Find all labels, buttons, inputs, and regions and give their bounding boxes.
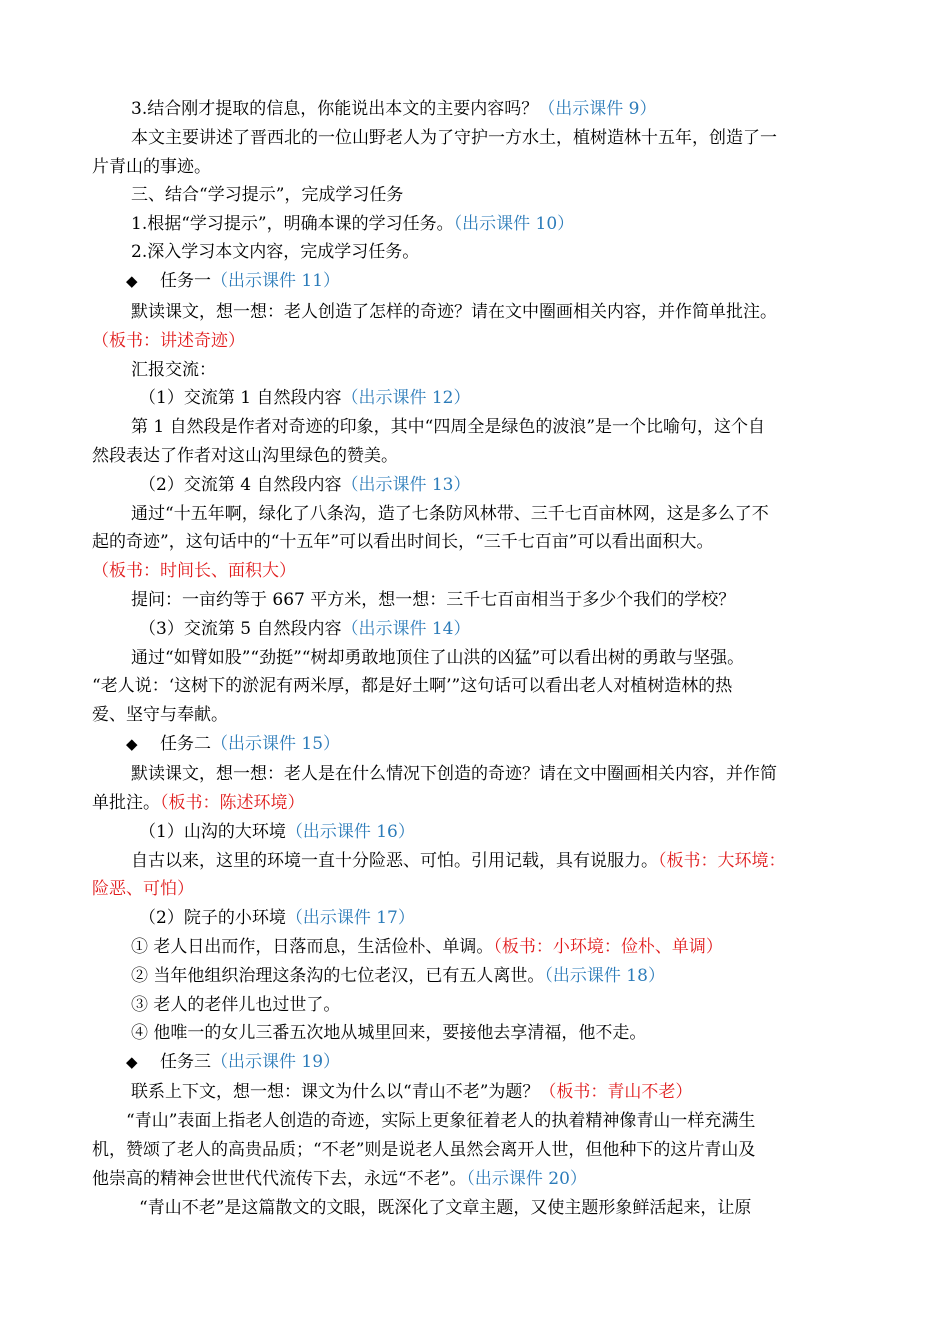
text-line: “老人说：‘这树下的淤泥有两米厚，都是好土啊’”这句话可以看出老人对植树造林的热: [92, 676, 733, 696]
text-line: 爱、坚守与奉献。: [92, 705, 228, 725]
board-note: （板书：时间长、面积大）: [92, 561, 296, 581]
text-line: ① 老人日出而作，日落而息，生活俭朴、单调。（板书：小环境：俭朴、单调）: [131, 937, 723, 957]
text-line: 他崇高的精神会世世代代流传下去，永远“不老”。（出示课件 20）: [92, 1169, 587, 1189]
text-line: 然段表达了作者对这山沟里绿色的赞美。: [92, 446, 398, 466]
text-line: （2）院子的小环境（出示课件 17）: [139, 908, 415, 928]
text-line: ④ 他唯一的女儿三番五次地从城里回来，要接他去享清福，他不走。: [131, 1023, 647, 1043]
text-line: （1）山沟的大环境（出示课件 16）: [139, 822, 415, 842]
text-line: ② 当年他组织治理这条沟的七位老汉，已有五人离世。（出示课件 18）: [131, 966, 665, 986]
task-heading: ◆ 任务二（出示课件 15）: [126, 730, 896, 759]
board-note: （板书：讲述奇迹）: [92, 331, 245, 351]
text-line: （3）交流第 5 自然段内容（出示课件 14）: [139, 619, 471, 639]
board-note: 险恶、可怕）: [92, 879, 194, 899]
task-heading: ◆ 任务三（出示课件 19）: [126, 1048, 896, 1077]
text-line: 提问：一亩约等于 667 平方米，想一想：三千七百亩相当于多少个我们的学校？: [131, 590, 736, 610]
text-line: 第 1 自然段是作者对奇迹的印象，其中“四周全是绿色的波浪”是一个比喻句，这个自: [131, 417, 766, 437]
text-line: 单批注。（板书：陈述环境）: [92, 793, 305, 813]
text-line: 通过“如臂如股”“劲挺”“树却勇敢地顶住了山洪的凶猛”可以看出树的勇敢与坚强。: [131, 648, 745, 668]
text-line: 联系上下文，想一想：课文为什么以“青山不老”为题？（板书：青山不老）: [131, 1082, 693, 1102]
text-line: 3.结合刚才提取的信息，你能说出本文的主要内容吗？（出示课件 9）: [131, 99, 657, 119]
text-line: 起的奇迹”，这句话中的“十五年”可以看出时间长，“三千七百亩”可以看出面积大。: [92, 532, 714, 552]
text-line: “青山”表面上指老人创造的奇迹，实际上更象征着老人的执着精神像青山一样充满生: [126, 1111, 756, 1131]
text-line: （2）交流第 4 自然段内容（出示课件 13）: [139, 475, 471, 495]
text-line: “青山不老”是这篇散文的文眼，既深化了文章主题，又使主题形象鲜活起来，让原: [139, 1198, 752, 1218]
diamond-bullet-icon: ◆: [126, 1053, 138, 1071]
text-line: （1）交流第 1 自然段内容（出示课件 12）: [139, 388, 471, 408]
text-line: ③ 老人的老伴儿也过世了。: [131, 995, 341, 1015]
text-line: 默读课文，想一想：老人是在什么情况下创造的奇迹？请在文中圈画相关内容，并作简: [131, 764, 777, 784]
text-line: 本文主要讲述了晋西北的一位山野老人为了守护一方水土，植树造林十五年，创造了一: [131, 128, 777, 148]
diamond-bullet-icon: ◆: [126, 272, 138, 290]
text-line: 机，赞颂了老人的高贵品质；“不老”则是说老人虽然会离开人世，但他种下的这片青山及: [92, 1140, 756, 1160]
text-line: 默读课文，想一想：老人创造了怎样的奇迹？请在文中圈画相关内容，并作简单批注。: [131, 302, 777, 322]
diamond-bullet-icon: ◆: [126, 735, 138, 753]
text-line: 片青山的事迹。: [92, 157, 211, 177]
text-line: 2.深入学习本文内容，完成学习任务。: [131, 242, 420, 262]
section-heading: 三、结合“学习提示”，完成学习任务: [131, 185, 404, 205]
text-line: 通过“十五年啊，绿化了八条沟，造了七条防风林带、三千七百亩林网，这是多么了不: [131, 504, 769, 524]
text-line: 自古以来，这里的环境一直十分险恶、可怕。引用记载，具有说服力。（板书：大环境：: [131, 851, 786, 871]
task-heading: ◆ 任务一（出示课件 11）: [126, 267, 896, 296]
text-line: 汇报交流：: [131, 360, 216, 380]
text-line: 1.根据“学习提示”，明确本课的学习任务。（出示课件 10）: [131, 214, 575, 234]
